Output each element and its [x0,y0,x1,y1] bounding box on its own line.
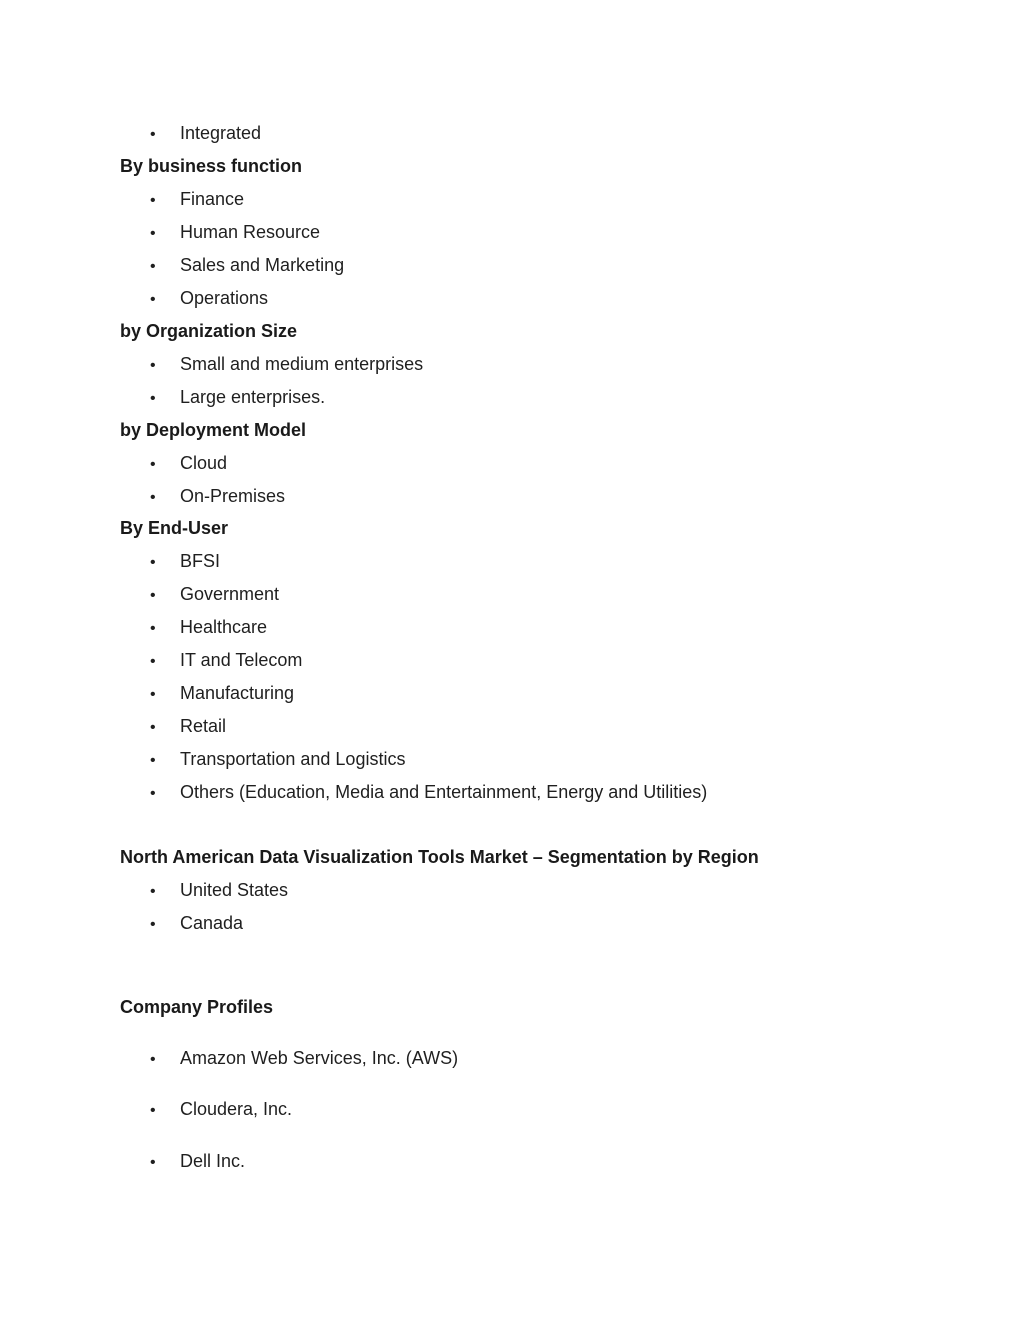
section-heading-company-profiles: Company Profiles [120,997,274,1017]
list-item-label: Finance [180,189,245,209]
list-item-operations [150,287,268,311]
list-item-label: On-Premises [180,486,286,506]
list-item-label: Cloud [180,453,228,473]
list-item-label: United States [180,880,289,900]
list-item-label: Amazon Web Services, Inc. (AWS) [180,1048,459,1068]
list-item-sme [150,353,423,377]
bullet-icon: • [150,126,156,143]
list-item-manufacturing [150,682,294,706]
bullet-icon: • [150,192,156,209]
bullet-icon: • [150,719,156,736]
bullet-icon: • [150,1051,156,1068]
bullet-icon: • [150,456,156,473]
bullet-icon: • [150,653,156,670]
bullet-icon: • [150,883,156,900]
list-item-integrated [150,122,261,146]
list-item-aws [150,1047,458,1071]
list-item-label: Integrated [180,123,262,143]
list-item-label: Sales and Marketing [180,255,345,275]
list-item-healthcare [150,616,267,640]
bullet-icon: • [150,1154,156,1171]
list-item-canada [150,912,243,936]
list-item-label: Small and medium enterprises [180,354,424,374]
list-item-label: Government [180,584,280,604]
list-item-label: Retail [180,716,227,736]
bullet-icon: • [150,291,156,308]
list-item-label: Transportation and Logistics [180,749,406,769]
list-item-label: Cloudera, Inc. [180,1099,293,1119]
bullet-icon: • [150,785,156,802]
bullet-icon: • [150,752,156,769]
section-heading-deployment-model: by Deployment Model [120,420,307,440]
section-heading-end-user: By End-User [120,518,229,538]
bullet-icon: • [150,258,156,275]
bullet-icon: • [150,489,156,506]
list-item-label: Canada [180,913,244,933]
list-item-large-enterprises [150,386,325,410]
list-item-sales-marketing [150,254,344,278]
bullet-icon: • [150,554,156,571]
bullet-icon: • [150,587,156,604]
list-item-others [150,781,707,805]
bullet-icon: • [150,357,156,374]
list-item-label: Human Resource [180,222,321,242]
list-item-cloudera [150,1098,292,1122]
list-item-label: Dell Inc. [180,1151,246,1171]
list-item-label: Healthcare [180,617,268,637]
section-heading-region: North American Data Visualization Tools Market – Segmentation by Region [120,847,759,867]
list-item-bfsi [150,550,220,574]
bullet-icon: • [150,225,156,242]
list-item-label: BFSI [180,551,221,571]
list-item-retail [150,715,226,739]
section-heading-business-function: By business function [120,156,303,176]
list-item-united-states [150,879,288,903]
list-item-human-resource [150,221,320,245]
list-item-transportation [150,748,405,772]
bullet-icon: • [150,1102,156,1119]
section-heading-organization-size: by Organization Size [120,321,298,341]
list-item-label: Operations [180,288,269,308]
bullet-icon: • [150,620,156,637]
bullet-icon: • [150,686,156,703]
list-item-cloud [150,452,227,476]
list-item-finance [150,188,244,212]
list-item-government [150,583,279,607]
bullet-icon: • [150,916,156,933]
list-item-on-premises [150,485,285,509]
list-item-it-telecom [150,649,302,673]
bullet-icon: • [150,390,156,407]
list-item-label: Large enterprises. [180,387,326,407]
list-item-dell [150,1150,245,1174]
list-item-label: IT and Telecom [180,650,303,670]
list-item-label: Manufacturing [180,683,295,703]
list-item-label: Others (Education, Media and Entertainment, Energy and Utilities) [180,782,708,802]
